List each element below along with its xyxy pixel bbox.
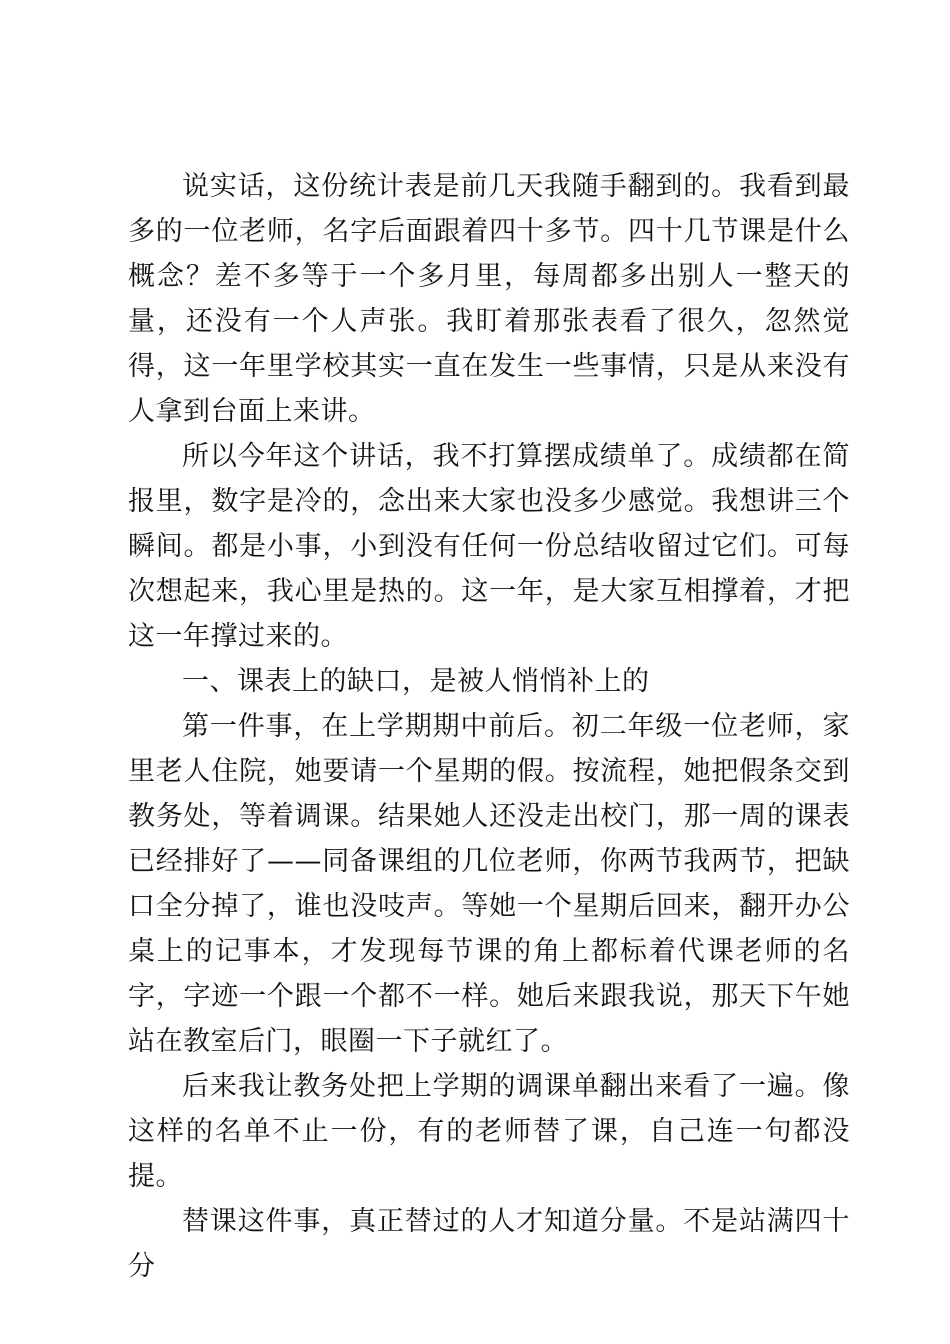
section-heading: 一、课表上的缺口，是被人悄悄补上的 — [182, 666, 650, 697]
paragraph-substitute-weight: 替课这件事，真正替过的人才知道分量。不是站满四十分 — [128, 1206, 850, 1282]
paragraph-first-story: 第一件事，在上学期期中前后。初二年级一位老师，家里老人住院，她要请一个星期的假。按流程，她把假条交到教务处，等着调课。结果她人还没走出校门，那一周的课表已经排好了——同备课组的几位老师，你两节我两节，把缺口全分掉了，谁也没吱声。等她一个星期后回来，翻开办公桌上的记事本，才发现每节课的角上都标着代课老师的名字，字迹一个跟一个都不一样。她后来跟我说，那天下午她站在教室后门，眼圈一下子就红了。 — [128, 711, 850, 1057]
paragraph-statistics: 说实话，这份统计表是前几天我随手翻到的。我看到最多的一位老师，名字后面跟着四十多节。四十几节课是什么概念？差不多等于一个多月里，每周都多出别人一整天的量，还没有一个人声张。我盯着那张表看了很久，忽然觉得，这一年里学校其实一直在发生一些事情，只是从来没有人拿到台面上来讲。 — [128, 171, 850, 427]
paragraph-speech-intent: 所以今年这个讲话，我不打算摆成绩单了。成绩都在简报里，数字是冷的，念出来大家也没多少感觉。我想讲三个瞬间。都是小事，小到没有任何一份总结收留过它们。可每次想起来，我心里是热的。这一年，是大家互相撑着，才把这一年撑过来的。 — [128, 441, 850, 652]
document-body — [128, 164, 850, 1289]
paragraph-schedule-review: 后来我让教务处把上学期的调课单翻出来看了一遍。像这样的名单不止一份，有的老师替了课，自己连一句都没提。 — [128, 1071, 850, 1192]
